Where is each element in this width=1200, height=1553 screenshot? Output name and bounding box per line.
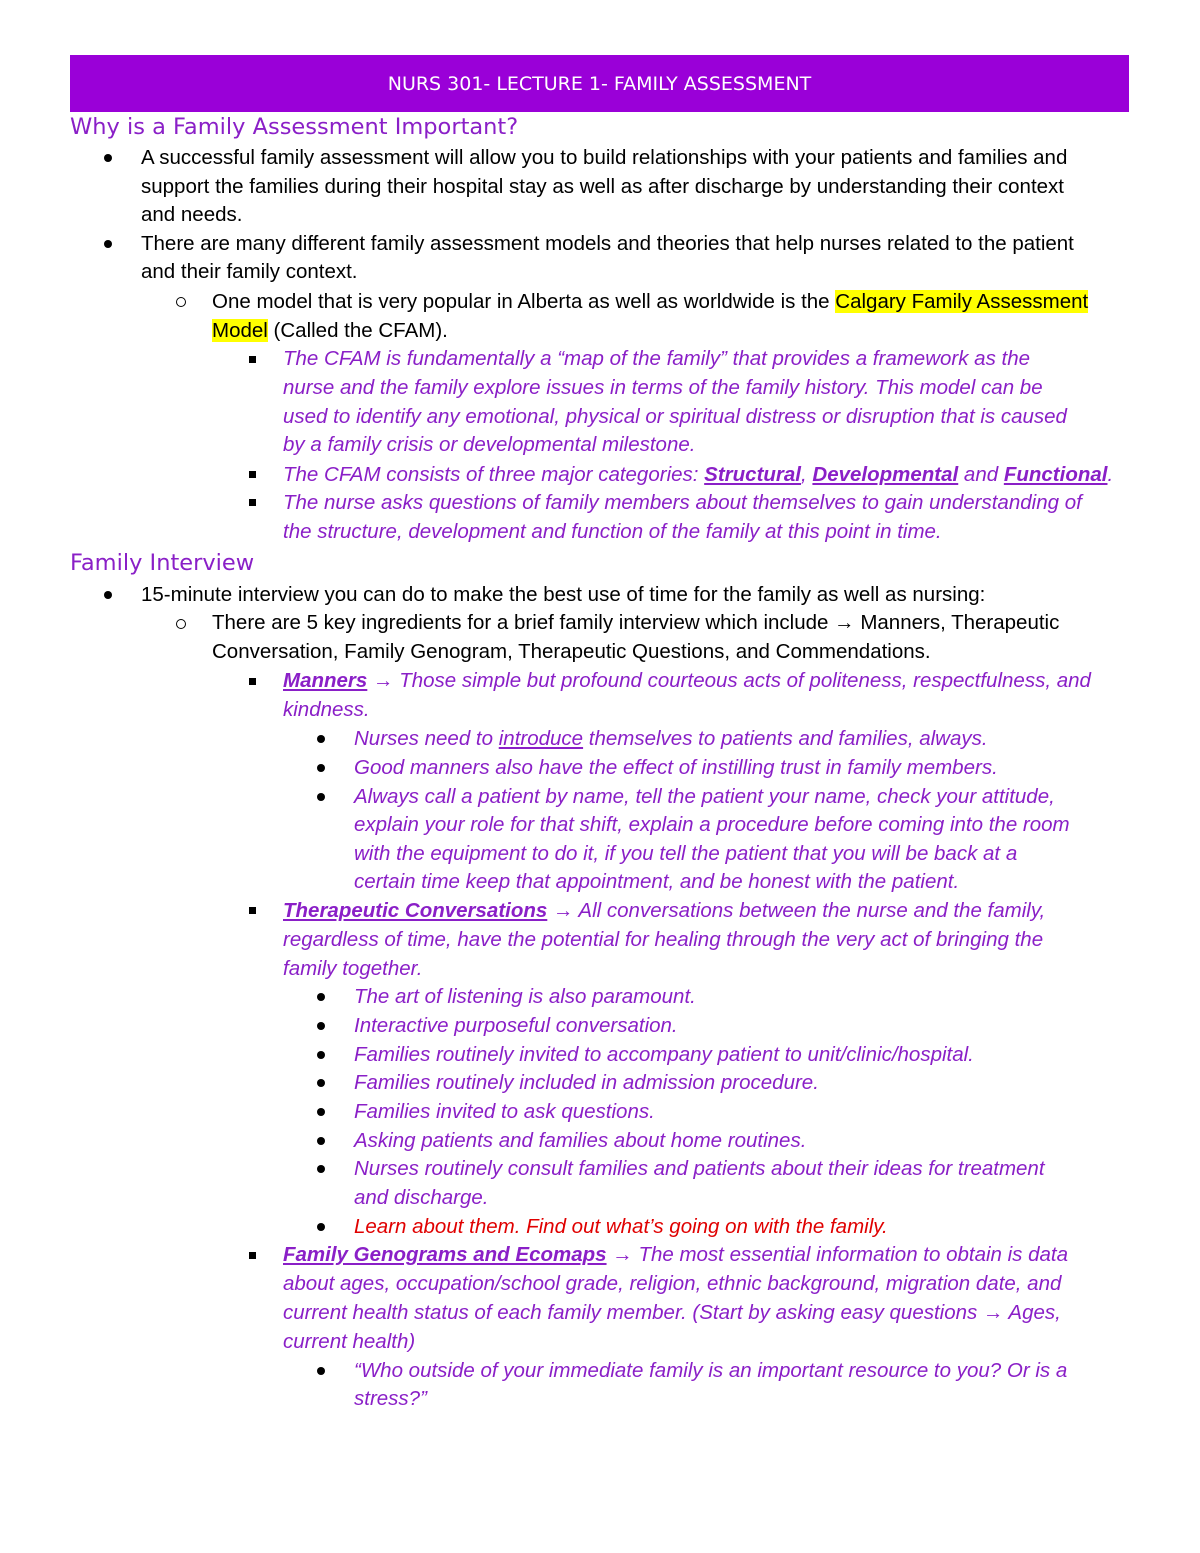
text-line: about ages, occupation/school grade, religion, ethnic background, migration date, and bbox=[283, 1272, 1062, 1295]
ingredient-therapeutic-conversations: Therapeutic Conversations bbox=[283, 899, 548, 922]
text-run: . bbox=[1107, 463, 1114, 486]
text-line bbox=[212, 288, 1088, 316]
text-line: Families routinely included in admission procedure. bbox=[354, 1071, 819, 1094]
bullet-dot bbox=[317, 1223, 325, 1231]
text-line: Interactive purposeful conversation. bbox=[354, 1014, 678, 1037]
bullet-dot bbox=[104, 591, 112, 599]
bullet-dot bbox=[317, 1079, 325, 1087]
text-run: and bbox=[958, 463, 1004, 486]
text-line: family together. bbox=[283, 957, 423, 980]
text-line: The art of listening is also paramount. bbox=[354, 985, 696, 1008]
text-run: Nurses need to bbox=[354, 727, 499, 750]
text-line: and discharge. bbox=[354, 1186, 489, 1209]
text-line bbox=[283, 461, 1113, 489]
text-line: and their family context. bbox=[141, 260, 358, 283]
text-line: Families routinely invited to accompany patient to unit/clinic/hospital. bbox=[354, 1043, 974, 1066]
text-line: support the families during their hospital stay as well as after discharge by understanding their context bbox=[141, 175, 1065, 198]
text-run: → Those simple but profound courteous acts of politeness, respectfulness, and bbox=[367, 669, 1091, 692]
text-line: and needs. bbox=[141, 203, 243, 226]
text-run: themselves to patients and families, always. bbox=[583, 727, 988, 750]
bullet-dot bbox=[317, 1137, 325, 1145]
text-line: There are many different family assessment models and theories that help nurses related to the patient bbox=[141, 232, 1074, 255]
text-line bbox=[283, 897, 1045, 925]
text-line: A successful family assessment will allow you to build relationships with your patients and families and bbox=[141, 146, 1068, 169]
bullet-dot bbox=[317, 993, 325, 1001]
bullet-dot bbox=[317, 1108, 325, 1116]
text-line: The nurse asks questions of family members about themselves to gain understanding of bbox=[283, 491, 1082, 514]
bullet-square bbox=[249, 678, 256, 685]
text-line: The CFAM is fundamentally a “map of the family” that provides a framework as the bbox=[283, 347, 1031, 370]
bullet-dot bbox=[317, 764, 325, 772]
text-line: Always call a patient by name, tell the patient your name, check your attitude, bbox=[354, 785, 1055, 808]
text-run: → All conversations between the nurse and the family, bbox=[547, 899, 1046, 922]
text-line: used to identify any emotional, physical or spiritual distress or disruption that is caused bbox=[283, 405, 1067, 428]
category-developmental: Developmental bbox=[812, 463, 959, 486]
text-line: nurse and the family explore issues in terms of the family history. This model can be bbox=[283, 376, 1043, 399]
bullet-square bbox=[249, 471, 256, 478]
bullet-square bbox=[249, 907, 256, 914]
text-line: by a family crisis or developmental milestone. bbox=[283, 433, 696, 456]
bullet-square bbox=[249, 1252, 256, 1259]
text-line bbox=[354, 725, 988, 753]
text-line: certain time keep that appointment, and be honest with the patient. bbox=[354, 870, 960, 893]
text-line: kindness. bbox=[283, 698, 370, 721]
bullet-dot bbox=[317, 793, 325, 801]
bullet-square bbox=[249, 499, 256, 506]
bullet-dot bbox=[317, 1367, 325, 1375]
highlighted-cfam-name: Model bbox=[212, 319, 268, 342]
title-banner bbox=[70, 55, 1129, 112]
text-line bbox=[212, 317, 448, 345]
text-line: “Who outside of your immediate family is an important resource to you? Or is a bbox=[354, 1359, 1068, 1382]
ingredient-family-genograms: Family Genograms and Ecomaps bbox=[283, 1243, 607, 1266]
highlighted-cfam-name: Calgary Family Assessment bbox=[835, 290, 1089, 313]
text-line: There are 5 key ingredients for a brief family interview which include → Manners, Therapeutic bbox=[212, 611, 1060, 634]
text-line: explain your role for that shift, explain a procedure before coming into the room bbox=[354, 813, 1070, 836]
text-line: Good manners also have the effect of instilling trust in family members. bbox=[354, 756, 998, 779]
category-structural: Structural bbox=[704, 463, 801, 486]
text-line: with the equipment to do it, if you tell the patient that you will be back at a bbox=[354, 842, 1018, 865]
underlined-introduce: introduce bbox=[498, 727, 584, 750]
text-line bbox=[283, 1241, 1068, 1269]
bullet-dot bbox=[317, 1165, 325, 1173]
bullet-dot bbox=[104, 240, 112, 248]
bullet-circle bbox=[176, 297, 186, 307]
text-line bbox=[283, 667, 1091, 695]
document-title: NURS 301- LECTURE 1- FAMILY ASSESSMENT bbox=[387, 72, 812, 95]
text-run: The CFAM consists of three major categories: bbox=[283, 463, 705, 486]
bullet-square bbox=[249, 356, 256, 363]
text-line: the structure, development and function of the family at this point in time. bbox=[283, 520, 942, 543]
heading-why-family-assessment: Why is a Family Assessment Important? bbox=[70, 114, 519, 140]
text-line: Nurses routinely consult families and patients about their ideas for treatment bbox=[354, 1157, 1045, 1180]
bullet-circle bbox=[176, 619, 186, 629]
category-functional: Functional bbox=[1003, 463, 1108, 486]
text-line: Asking patients and families about home routines. bbox=[354, 1129, 807, 1152]
text-run: , bbox=[801, 463, 813, 486]
bullet-dot bbox=[104, 154, 112, 162]
text-run: → The most essential information to obtain is data bbox=[606, 1243, 1069, 1266]
text-line: Families invited to ask questions. bbox=[354, 1100, 655, 1123]
text-line: current health) bbox=[283, 1330, 416, 1353]
text-run: One model that is very popular in Alberta as well as worldwide is the bbox=[212, 290, 836, 313]
text-line: Conversation, Family Genogram, Therapeutic Questions, and Commendations. bbox=[212, 640, 931, 663]
bullet-dot bbox=[317, 1022, 325, 1030]
text-line: stress?” bbox=[354, 1387, 427, 1410]
text-run: (Called the CFAM). bbox=[267, 319, 448, 342]
text-line: 15-minute interview you can do to make the best use of time for the family as well as nursing: bbox=[141, 583, 986, 606]
bullet-dot bbox=[317, 1051, 325, 1059]
text-line: regardless of time, have the potential for healing through the very act of bringing the bbox=[283, 928, 1044, 951]
text-line: current health status of each family member. (Start by asking easy questions → Ages, bbox=[283, 1301, 1061, 1324]
ingredient-manners: Manners bbox=[283, 669, 368, 692]
heading-family-interview: Family Interview bbox=[70, 550, 255, 576]
text-line: Learn about them. Find out what’s going on with the family. bbox=[354, 1215, 888, 1238]
bullet-dot bbox=[317, 735, 325, 743]
